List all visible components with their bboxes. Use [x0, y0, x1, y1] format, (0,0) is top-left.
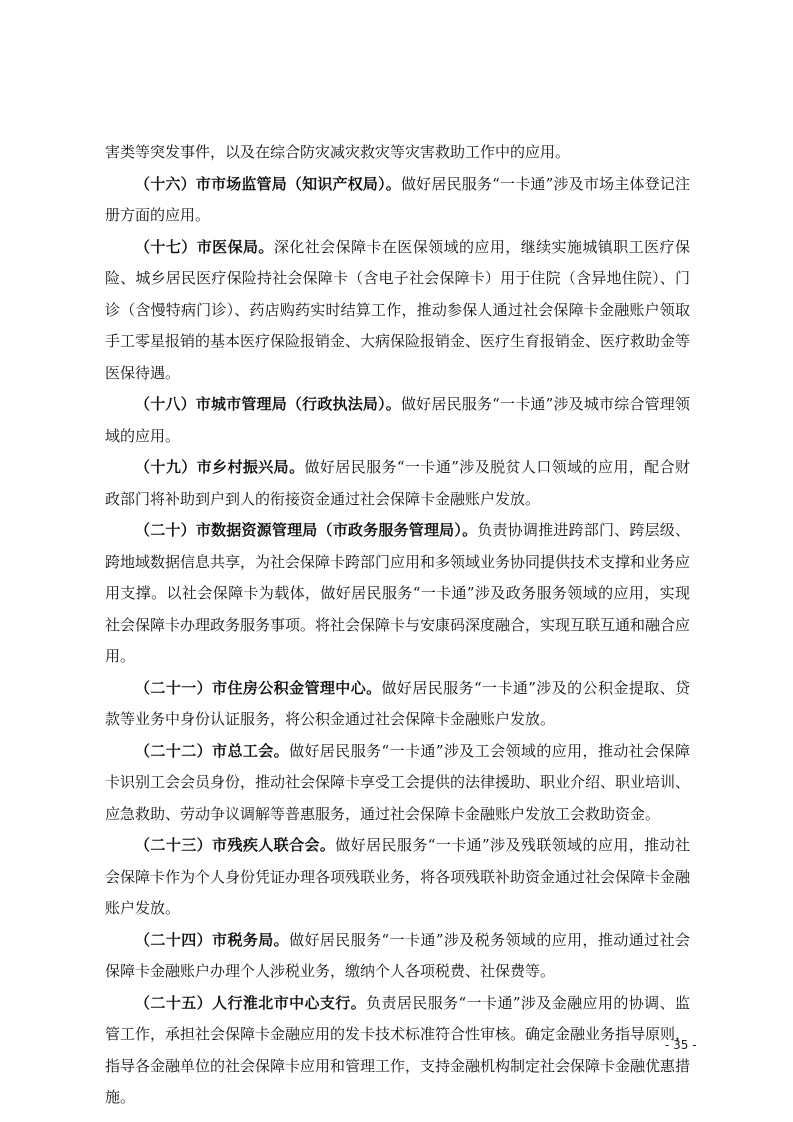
- paragraph-20: [105, 515, 690, 673]
- paragraph-heading: （十七）市医保局。: [135, 237, 274, 256]
- paragraph-heading: （二十五）人行淮北市中心支行。: [135, 993, 367, 1012]
- paragraph-text: 负责居民服务“一卡通”涉及金融应用的协调、监管工作，承担社会保障卡金融应用的发卡技术标准符合性审核。确定金融业务指导原则，指导各金融单位的社会保障卡应用和管理工作，支持金融机构制定社会保障卡金融优惠措施。: [105, 993, 691, 1106]
- page-number: - 35 -: [665, 1038, 697, 1052]
- paragraph-heading: （二十一）市住房公积金管理中心。: [135, 678, 382, 697]
- paragraph-24: [105, 925, 690, 988]
- paragraph-21: [105, 673, 690, 736]
- paragraph-text: 害类等突发事件，以及在综合防灾减灾救灾等灾害救助工作中的应用。: [105, 143, 571, 161]
- paragraph-heading: （二十二）市总工会。: [135, 741, 290, 760]
- paragraph-heading: （十六）市市场监管局（知识产权局）。: [135, 174, 401, 193]
- paragraph-heading: （十九）市乡村振兴局。: [135, 458, 305, 476]
- paragraph-text: 负责协调推进跨部门、跨层级、跨地域数据信息共享，为社会保障卡跨部门应用和多领域业务协同提供技术支撑和业务应用支撑。以社会保障卡为载体，做好居民服务“一卡通”涉及政务服务领域的应用，实现社会保障卡办理政务服务事项。将社会保障卡与安康码深度融合，实现互联互通和融合应用。: [105, 521, 691, 665]
- paragraph-25: [105, 988, 690, 1114]
- body-text: [105, 137, 690, 1114]
- paragraph-text: 做好居民服务“一卡通”涉及市场主体登记注册方面的应用。: [105, 174, 690, 224]
- paragraph-text: 做好居民服务“一卡通”涉及城市综合管理领域的应用。: [105, 395, 690, 445]
- paragraph-text: 做好居民服务“一卡通”涉及的公积金提取、贷款等业务中身份认证服务，将公积金通过社会保障卡金融账户发放。: [105, 678, 690, 728]
- paragraph-text: 做好居民服务“一卡通”涉及工会领域的应用，推动社会保障卡识别工会会员身份，推动社会保障卡享受工会提供的法律援助、职业介绍、职业培训、应急救助、劳动争议调解等普惠服务，通过社会保障卡金融账户发放工会救助资金。: [105, 741, 691, 823]
- paragraph-text: 深化社会保障卡在医保领域的应用，继续实施城镇职工医疗保险、城乡居民医疗保险持社会保障卡（含电子社会保障卡）用于住院（含异地住院）、门诊（含慢特病门诊）、药店购药实时结算工作，推动参保人通过社会保障卡金融账户领取手工零星报销的基本医疗保险报销金、大病保险报销金、医疗生育报销金、医疗救助金等医保待遇。: [105, 237, 691, 382]
- paragraph-19: [105, 452, 690, 515]
- paragraph-17: [105, 232, 690, 390]
- paragraph-23: [105, 830, 690, 925]
- paragraph-continuation: [105, 137, 690, 169]
- paragraph-heading: （二十四）市税务局。: [135, 930, 290, 949]
- paragraph-18: [105, 389, 690, 452]
- paragraph-text: 做好居民服务“一卡通”涉及税务领域的应用，推动通过社会保障卡金融账户办理个人涉税业务，缴纳个人各项税费、社保费等。: [105, 930, 690, 980]
- paragraph-text: 做好居民服务“一卡通”涉及残联领域的应用，推动社会保障卡作为个人身份凭证办理各项残联业务，将各项残联补助资金通过社会保障卡金融账户发放。: [105, 836, 691, 917]
- paragraph-heading: （二十三）市残疾人联合会。: [135, 836, 336, 854]
- paragraph-heading: （二十）市数据资源管理局（市政务服务管理局）。: [135, 521, 478, 539]
- paragraph-16: [105, 169, 690, 232]
- paragraph-heading: （十八）市城市管理局（行政执法局）。: [135, 395, 401, 413]
- paragraph-22: [105, 736, 690, 831]
- paragraph-text: 做好居民服务“一卡通”涉及脱贫人口领域的应用，配合财政部门将补助到户到人的衔接资金通过社会保障卡金融账户发放。: [105, 458, 690, 508]
